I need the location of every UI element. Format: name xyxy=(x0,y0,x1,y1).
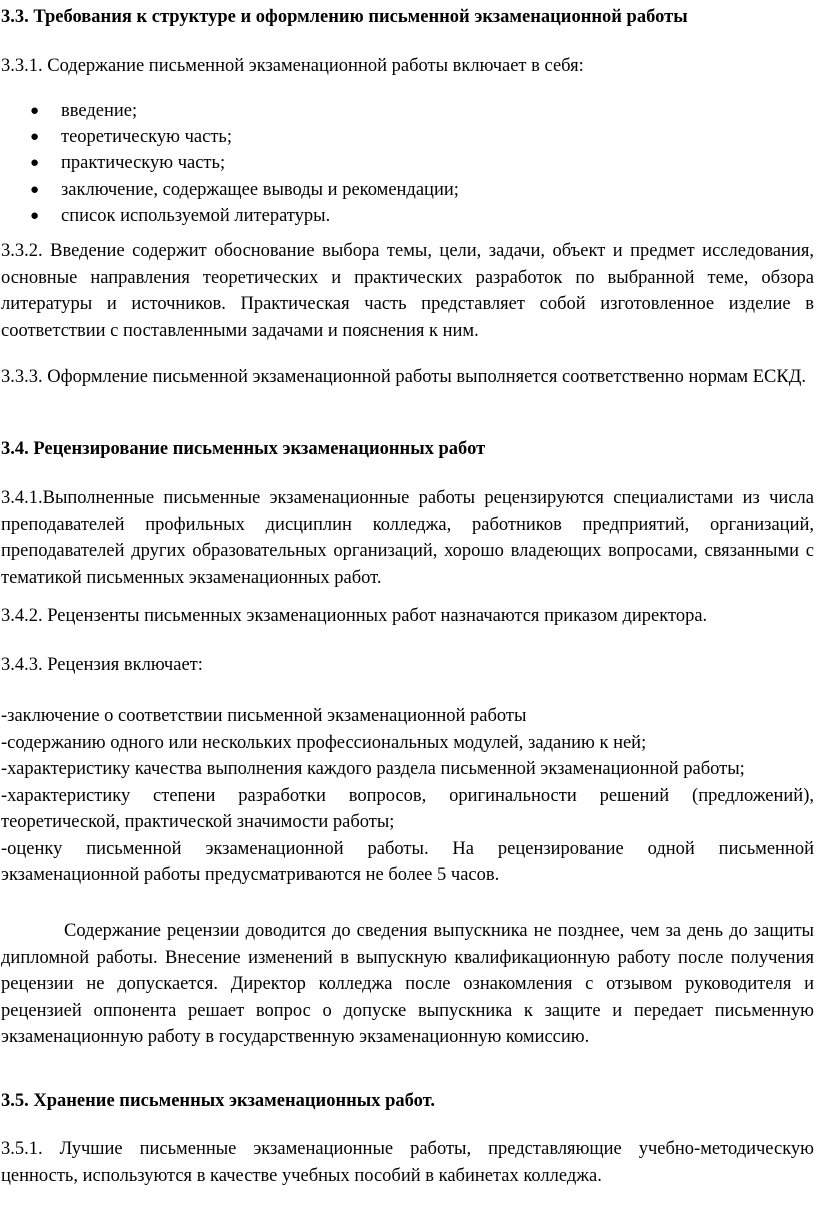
review-item: -оценку письменной экзаменационной работы. На рецензирование одной письменной экзаменационной работы предусматриваются не более 5 часов. xyxy=(1,838,814,885)
contents-list xyxy=(0,98,816,229)
review-item: -характеристику степени разработки вопросов, оригинальности решений (предложений), теоретической, практической значимости работы; xyxy=(1,785,814,832)
paragraph-3-4-1: 3.4.1.Выполненные письменные экзаменационные работы рецензируются специалистами из числа преподавателей профильных дисциплин колледжа, работников предприятий, организаций, преподавателей других образовательных организаций, хорошо владеющих вопросами, связанными с тематикой письменных экзаменационных работ. xyxy=(1,488,814,588)
list-item: ● теоретическую часть; xyxy=(0,124,816,150)
section-heading-3-5: 3.5. Хранение письменных экзаменационных работ. xyxy=(1,1091,435,1111)
paragraph-3-3-2: 3.3.2. Введение содержит обоснование выбора темы, цели, задачи, объект и предмет исследования, основные направления теоретических и практических разработок по выбранной теме, обзора литературы и источников. Практическая часть представляет собой изготовленное изделие в соответствии с поставленными задачами и пояснения к ним. xyxy=(1,241,814,341)
section-heading-3-4: 3.4. Рецензирование письменных экзаменационных работ xyxy=(1,439,486,459)
paragraph-3-4-3: 3.4.3. Рецензия включает: xyxy=(1,655,203,675)
section-heading-3-3: 3.3. Требования к структуре и оформлению письменной экзаменационной работы xyxy=(1,7,688,27)
review-item: -содержанию одного или нескольких профессиональных модулей, заданию к ней; xyxy=(1,732,647,753)
paragraph-3-3-1: 3.3.1. Содержание письменной экзаменационной работы включает в себя: xyxy=(1,56,584,76)
paragraph-3-3-3: 3.3.3. Оформление письменной экзаменационной работы выполняется соответственно нормам ЕСКД. xyxy=(1,367,806,387)
bullet-icon: ● xyxy=(30,207,40,224)
bullet-icon: ● xyxy=(30,103,40,119)
bullet-icon: ● xyxy=(30,129,40,146)
bullet-icon: ● xyxy=(30,155,40,172)
paragraph-3-5-1: 3.5.1. Лучшие письменные экзаменационные работы, представляющие учебно-методическую ценность, используются в качестве учебных пособий в кабинетах колледжа. xyxy=(1,1139,814,1186)
list-item: ● введение; xyxy=(0,98,816,124)
review-item: -заключение о соответствии письменной экзаменационной работы xyxy=(1,706,527,726)
review-items xyxy=(1,703,814,889)
list-item: ● список используемой литературы. xyxy=(0,203,816,229)
review-item: -характеристику качества выполнения каждого раздела письменной экзаменационной работы; xyxy=(1,759,745,779)
list-item: ● заключение, содержащее выводы и рекомендации; xyxy=(0,177,816,203)
paragraph-3-4-2: 3.4.2. Рецензенты письменных экзаменационных работ назначаются приказом директора. xyxy=(1,606,708,626)
list-item: ● практическую часть; xyxy=(0,150,816,176)
paragraph-review-final: Содержание рецензии доводится до сведения выпускника не позднее, чем за день до защиты дипломной работы. Внесение изменений в выпускную квалификационную работу после получения рецензии не допускается. Директор колледжа после ознакомления с отзывом руководителя и рецензией оппонента решает вопрос о допуске выпускника к защите и передает письменную экзаменационную работу в государственную экзаменационную комиссию. xyxy=(1,921,814,1047)
bullet-icon: ● xyxy=(30,181,40,198)
